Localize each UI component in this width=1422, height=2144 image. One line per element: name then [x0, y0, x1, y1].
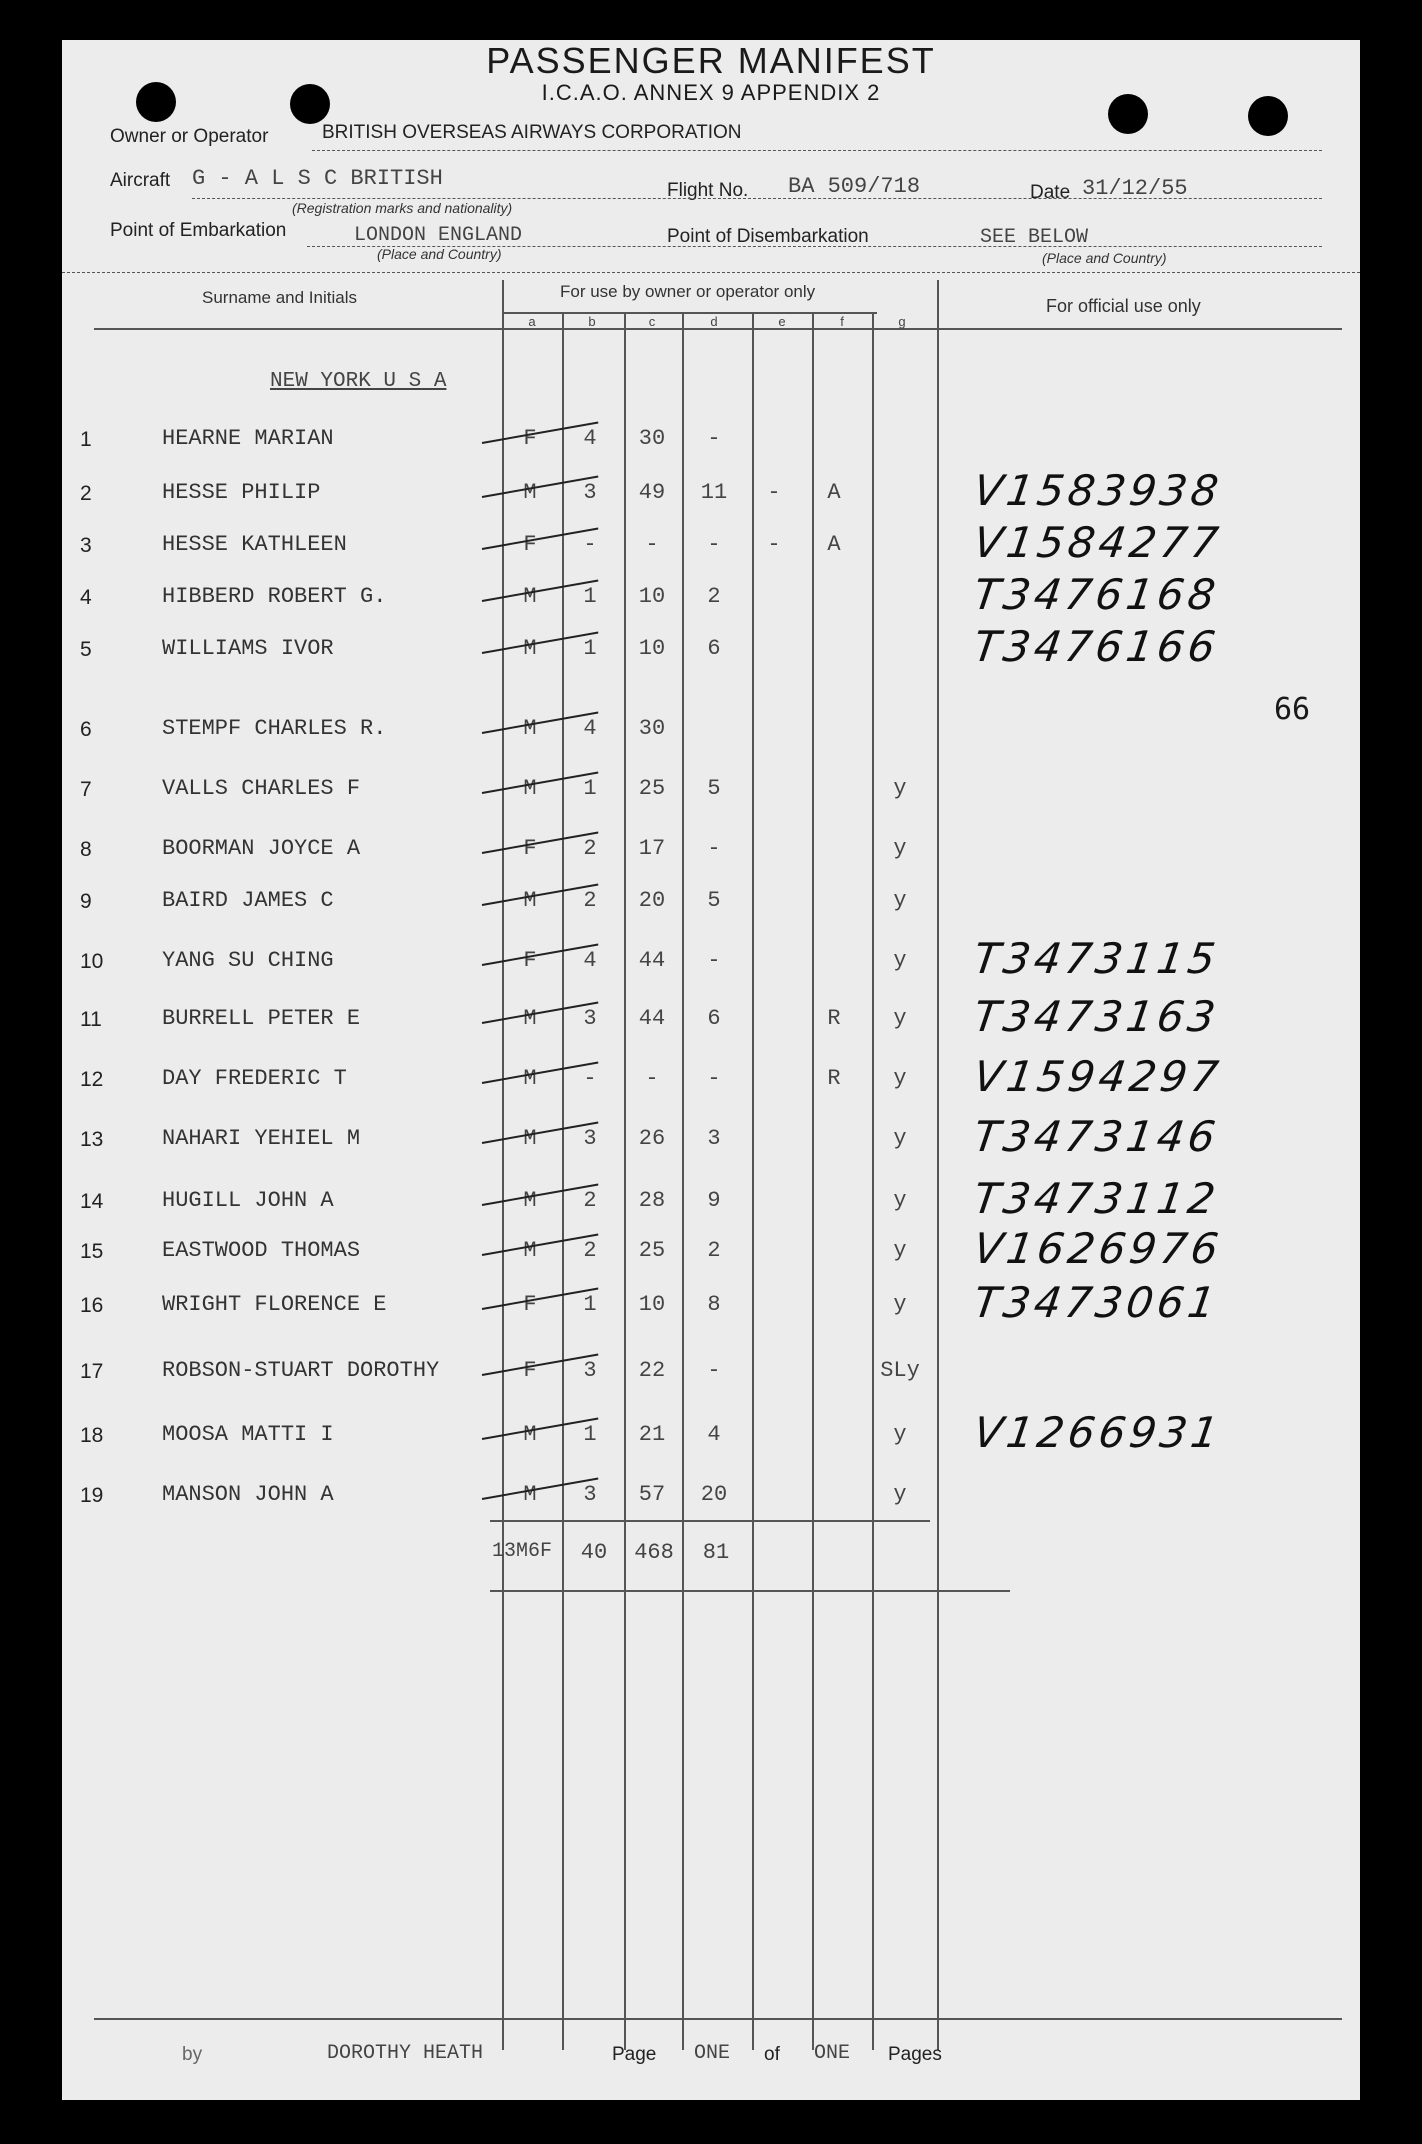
- owner-label: Owner or Operator: [110, 126, 269, 147]
- cell-b: 3: [583, 1482, 597, 1507]
- cell-f: R: [827, 1066, 841, 1091]
- cell-a: M: [523, 480, 537, 505]
- cell-g: y: [893, 836, 907, 861]
- column-letter-c: c: [648, 314, 656, 329]
- row-number: 17: [80, 1360, 104, 1383]
- cell-d: -: [707, 532, 721, 557]
- official-number: V1583938: [970, 466, 1226, 515]
- cell-a: M: [523, 888, 537, 913]
- row-number: 3: [80, 534, 92, 557]
- cell-d: -: [707, 426, 721, 451]
- cell-b: 1: [583, 1292, 597, 1317]
- passenger-name: HEARNE MARIAN: [162, 426, 334, 451]
- cell-a: F: [523, 1358, 537, 1383]
- flight-label: Flight No.: [667, 180, 749, 201]
- row-number: 12: [80, 1068, 104, 1091]
- cell-b: 2: [583, 888, 597, 913]
- cell-c: 44: [638, 948, 666, 973]
- page-subtitle: I.C.A.O. ANNEX 9 APPENDIX 2: [541, 80, 881, 105]
- cell-c: 30: [638, 716, 666, 741]
- cell-a: M: [523, 584, 537, 609]
- cell-c: 30: [638, 426, 666, 451]
- row-number: 6: [80, 718, 92, 741]
- cell-a: M: [523, 1238, 537, 1263]
- footer-page-value: ONE: [694, 2042, 731, 2065]
- date-label: Date: [1030, 182, 1071, 203]
- cell-c: 44: [638, 1006, 666, 1031]
- cell-c: 25: [638, 1238, 666, 1263]
- row-number: 11: [80, 1008, 102, 1031]
- cell-b: 2: [583, 1188, 597, 1213]
- cell-d: 20: [700, 1482, 728, 1507]
- cell-b: 3: [583, 1358, 597, 1383]
- cell-c: 26: [638, 1126, 666, 1151]
- footer-by-label: by: [182, 2044, 203, 2065]
- row-number: 2: [80, 482, 92, 505]
- cell-b: 2: [583, 836, 597, 861]
- row-number: 14: [80, 1190, 104, 1213]
- cell-a: M: [523, 1422, 537, 1447]
- cell-b: 1: [583, 776, 597, 801]
- embark-note: (Place and Country): [377, 246, 502, 262]
- passenger-name: VALLS CHARLES F: [162, 776, 361, 801]
- cell-a: M: [523, 636, 537, 661]
- cell-d: -: [707, 836, 721, 861]
- total-a: 13M6F: [492, 1540, 553, 1563]
- cell-g: SLy: [880, 1358, 920, 1383]
- column-letter-g: g: [898, 314, 906, 329]
- official-number: V1266931: [970, 1408, 1226, 1457]
- passenger-name: BOORMAN JOYCE A: [162, 836, 361, 861]
- cell-a: M: [523, 716, 537, 741]
- row-number: 4: [80, 586, 92, 609]
- aircraft-label: Aircraft: [110, 170, 171, 191]
- cell-d: 2: [707, 584, 721, 609]
- passenger-name: HESSE KATHLEEN: [162, 532, 347, 557]
- passenger-name: MANSON JOHN A: [162, 1482, 334, 1507]
- aircraft-value: G - A L S C BRITISH: [192, 166, 443, 191]
- cell-b: 4: [583, 426, 597, 451]
- cell-b: 4: [583, 948, 597, 973]
- row-number: 9: [80, 890, 92, 913]
- margin-note: 66: [1274, 692, 1311, 727]
- embark-value: LONDON ENGLAND: [354, 224, 523, 247]
- cell-b: -: [583, 1066, 597, 1091]
- flight-value: BA 509/718: [788, 174, 921, 199]
- official-use-header: For official use only: [1046, 296, 1201, 316]
- disembark-note: (Place and Country): [1042, 250, 1167, 266]
- disembark-value: SEE BELOW: [980, 226, 1089, 249]
- footer-page-label: Page: [612, 2044, 657, 2065]
- passenger-name: WILLIAMS IVOR: [162, 636, 334, 661]
- row-number: 1: [80, 428, 92, 451]
- passenger-name: NAHARI YEHIEL M: [162, 1126, 361, 1151]
- cell-a: M: [523, 1006, 537, 1031]
- row-number: 5: [80, 638, 92, 661]
- cell-c: 10: [638, 636, 666, 661]
- cell-d: -: [707, 1066, 721, 1091]
- cell-f: A: [827, 480, 841, 505]
- official-number: T3476166: [970, 622, 1223, 671]
- cell-c: 22: [638, 1358, 666, 1383]
- cell-g: y: [893, 1066, 907, 1091]
- passenger-name: YANG SU CHING: [162, 948, 334, 973]
- column-letter-b: b: [588, 314, 596, 329]
- footer-pages-label: Pages: [888, 2044, 942, 2065]
- passenger-name: HESSE PHILIP: [162, 480, 321, 505]
- footer-of-value: ONE: [814, 2042, 851, 2065]
- passenger-name: BAIRD JAMES C: [162, 888, 334, 913]
- cell-a: M: [523, 1188, 537, 1213]
- total-b: 40: [580, 1540, 608, 1565]
- column-letter-a: a: [528, 314, 536, 329]
- page-title: PASSENGER MANIFEST: [486, 40, 936, 81]
- column-letter-f: f: [840, 314, 844, 329]
- passenger-name: MOOSA MATTI I: [162, 1422, 334, 1447]
- cell-g: y: [893, 1422, 907, 1447]
- official-number: T3473112: [970, 1174, 1223, 1223]
- official-number: V1594297: [970, 1052, 1226, 1101]
- row-number: 8: [80, 838, 92, 861]
- cell-a: F: [523, 836, 537, 861]
- cell-d: 5: [707, 776, 721, 801]
- cell-a: F: [523, 532, 537, 557]
- cell-b: 1: [583, 1422, 597, 1447]
- destination-heading: NEW YORK U S A: [270, 370, 447, 393]
- cell-g: y: [893, 1238, 907, 1263]
- row-number: 19: [80, 1484, 104, 1507]
- cell-b: 3: [583, 1126, 597, 1151]
- official-number: T3476168: [970, 570, 1223, 619]
- owner-use-header: For use by owner or operator only: [560, 282, 816, 301]
- cell-a: M: [523, 1066, 537, 1091]
- passenger-name: DAY FREDERIC T: [162, 1066, 347, 1091]
- cell-g: y: [893, 888, 907, 913]
- cell-d: 3: [707, 1126, 721, 1151]
- cell-c: 28: [638, 1188, 666, 1213]
- column-letter-d: d: [710, 314, 718, 329]
- official-number: T3473061: [970, 1278, 1223, 1327]
- official-number: T3473163: [970, 992, 1223, 1041]
- passenger-name: HUGILL JOHN A: [162, 1188, 334, 1213]
- cell-a: M: [523, 1482, 537, 1507]
- passenger-name: ROBSON-STUART DOROTHY: [162, 1358, 440, 1383]
- cell-d: 8: [707, 1292, 721, 1317]
- official-number: T3473146: [970, 1112, 1223, 1161]
- embark-label: Point of Embarkation: [110, 220, 287, 241]
- cell-c: 20: [638, 888, 666, 913]
- cell-b: 3: [583, 1006, 597, 1031]
- cell-a: M: [523, 1126, 537, 1151]
- official-number: T3473115: [970, 934, 1223, 983]
- cell-b: 3: [583, 480, 597, 505]
- cell-g: y: [893, 776, 907, 801]
- row-number: 16: [80, 1294, 104, 1317]
- cell-d: 4: [707, 1422, 721, 1447]
- row-number: 15: [80, 1240, 104, 1263]
- passenger-name: HIBBERD ROBERT G.: [162, 584, 387, 609]
- cell-b: 1: [583, 584, 597, 609]
- owner-value: BRITISH OVERSEAS AIRWAYS CORPORATION: [322, 122, 742, 143]
- row-number: 18: [80, 1424, 104, 1447]
- cell-d: 9: [707, 1188, 721, 1213]
- cell-c: 21: [638, 1422, 666, 1447]
- official-number: V1584277: [970, 518, 1226, 567]
- column-letter-e: e: [778, 314, 786, 329]
- row-number: 10: [80, 950, 104, 973]
- cell-c: -: [645, 532, 659, 557]
- manifest-sheet: [62, 40, 1360, 2100]
- cell-g: y: [893, 1006, 907, 1031]
- row-number: 13: [80, 1128, 104, 1151]
- cell-c: 10: [638, 584, 666, 609]
- cell-e: -: [767, 532, 781, 557]
- surname-header: Surname and Initials: [202, 288, 357, 307]
- passenger-name: STEMPF CHARLES R.: [162, 716, 387, 741]
- total-d: 81: [702, 1540, 730, 1565]
- footer-of-label: of: [764, 2044, 780, 2065]
- cell-g: y: [893, 1482, 907, 1507]
- passenger-name: BURRELL PETER E: [162, 1006, 361, 1031]
- cell-d: 6: [707, 636, 721, 661]
- cell-d: -: [707, 948, 721, 973]
- cell-c: 49: [638, 480, 666, 505]
- official-number: V1626976: [970, 1224, 1226, 1273]
- cell-a: F: [523, 1292, 537, 1317]
- cell-c: 10: [638, 1292, 666, 1317]
- row-number: 7: [80, 778, 92, 801]
- cell-c: 17: [638, 836, 666, 861]
- cell-d: -: [707, 1358, 721, 1383]
- cell-b: 2: [583, 1238, 597, 1263]
- cell-c: 57: [638, 1482, 666, 1507]
- cell-e: -: [767, 480, 781, 505]
- cell-g: y: [893, 1292, 907, 1317]
- footer-by-value: DOROTHY HEATH: [327, 2042, 484, 2065]
- disembark-label: Point of Disembarkation: [667, 226, 869, 247]
- passenger-name: WRIGHT FLORENCE E: [162, 1292, 387, 1317]
- cell-d: 5: [707, 888, 721, 913]
- cell-d: 2: [707, 1238, 721, 1263]
- cell-d: 11: [700, 480, 728, 505]
- cell-f: A: [827, 532, 841, 557]
- cell-f: R: [827, 1006, 841, 1031]
- cell-b: 4: [583, 716, 597, 741]
- cell-c: -: [645, 1066, 659, 1091]
- cell-g: y: [893, 1188, 907, 1213]
- cell-d: 6: [707, 1006, 721, 1031]
- total-c: 468: [634, 1540, 674, 1565]
- cell-c: 25: [638, 776, 666, 801]
- cell-b: 1: [583, 636, 597, 661]
- cell-a: F: [523, 426, 537, 451]
- aircraft-note: (Registration marks and nationality): [292, 200, 513, 216]
- cell-a: M: [523, 776, 537, 801]
- date-value: 31/12/55: [1082, 176, 1188, 201]
- passenger-name: EASTWOOD THOMAS: [162, 1238, 361, 1263]
- cell-g: y: [893, 1126, 907, 1151]
- cell-g: y: [893, 948, 907, 973]
- cell-b: -: [583, 532, 597, 557]
- cell-a: F: [523, 948, 537, 973]
